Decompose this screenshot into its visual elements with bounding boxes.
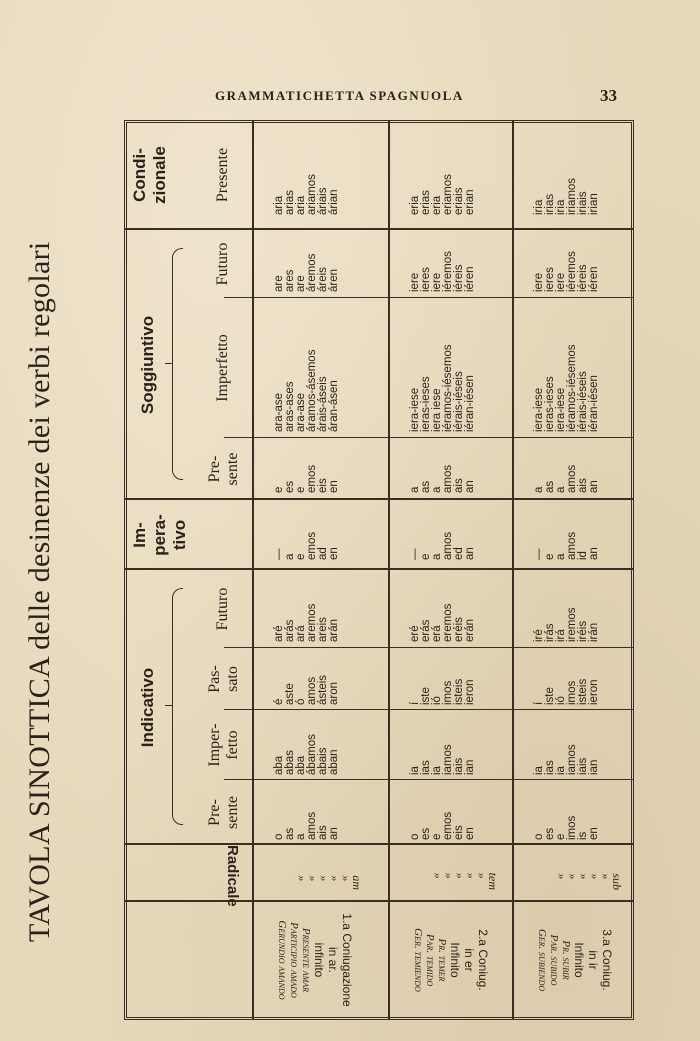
ending-value: eremos <box>442 603 454 642</box>
ending-value: ió <box>555 696 567 705</box>
radical-value: » <box>453 872 467 879</box>
conjugation-label-line: 3.a Coniug. <box>600 929 614 991</box>
ending-value: an <box>464 480 476 493</box>
ending-value: irias <box>544 193 556 215</box>
ending-value: erán <box>464 618 476 642</box>
ending-cell-sog-presente <box>274 465 340 493</box>
ending-value: aria <box>295 195 307 215</box>
ending-value: aban <box>328 749 340 775</box>
ending-value: ieras-ieses <box>544 376 556 432</box>
conjugation-label-line: Ger. temiendo <box>412 928 424 992</box>
ending-value: aré <box>273 625 285 642</box>
ending-value: eria <box>431 195 443 215</box>
radical-value: » <box>566 873 580 880</box>
subheader-ind-presente: Pre- sente <box>206 796 241 829</box>
ending-value: imos <box>566 680 578 705</box>
ending-value: a <box>431 486 443 493</box>
ending-value: arás <box>284 619 296 642</box>
ending-value: en <box>588 827 600 840</box>
ending-value: áran-ásen <box>328 380 340 432</box>
group-indicativo: Indicativo <box>138 667 157 748</box>
ending-cell-imperativo <box>534 532 600 560</box>
ending-cell-ind-passato <box>534 679 600 705</box>
ending-cell-con-presente <box>534 178 600 215</box>
radical-cell <box>432 873 498 890</box>
ending-value: en <box>328 480 340 493</box>
conjugation-label <box>536 910 614 1010</box>
ending-value: emos <box>442 811 454 840</box>
ending-value: e <box>544 553 556 560</box>
ending-value: are <box>273 275 285 292</box>
table-title: TAVOLA SINOTTICA delle desinenze dei verbi regolari <box>23 241 56 942</box>
subheader-sog-futuro: Futuro <box>214 242 231 286</box>
ending-value: ieron <box>464 679 476 705</box>
ending-value: — <box>273 548 285 560</box>
brace-soggiuntivo <box>172 248 183 480</box>
radical-value: » <box>555 873 569 880</box>
conjugation-label-line: 1.a Coniugazione in ar. <box>326 913 354 1007</box>
ending-value: en <box>464 827 476 840</box>
radical-value: » <box>339 875 353 882</box>
ending-cell-ind-futuro <box>274 604 340 642</box>
ending-value: ais <box>453 478 465 493</box>
ending-value: aras-ases <box>284 381 296 432</box>
ending-value: irá <box>555 629 567 642</box>
ending-value: eriais <box>453 187 465 215</box>
conjugation-label-line: Presente amar <box>300 927 312 993</box>
col-divider <box>124 843 634 845</box>
ending-value: ad <box>317 547 329 560</box>
ending-value: iais <box>577 757 589 775</box>
ending-value: an <box>588 547 600 560</box>
ending-value: eis <box>317 478 329 493</box>
conjugation-label-line: infinito <box>312 942 326 978</box>
ending-cell-ind-passato <box>410 679 476 705</box>
ending-value: iera-iese <box>409 387 421 432</box>
ending-value: e <box>295 486 307 493</box>
ending-value: erá <box>431 625 443 642</box>
subheader-sog-imperfetto: Imperfetto <box>214 334 231 402</box>
ending-value: ares <box>284 269 296 292</box>
ending-cell-sog-presente <box>410 465 476 493</box>
ending-cell-con-presente <box>274 174 340 215</box>
ending-value: iere <box>533 272 545 292</box>
ending-value: iéreis <box>453 264 465 292</box>
ending-value: iéreis <box>577 264 589 292</box>
radical-value: » <box>328 875 342 882</box>
ending-value: ábamos <box>306 734 318 775</box>
ending-value: amos <box>566 531 578 560</box>
ending-cell-sog-presente <box>534 465 600 493</box>
ending-value: irás <box>544 623 556 642</box>
subheader-ind-futuro: Futuro <box>214 587 231 631</box>
radical-cell <box>556 873 622 890</box>
ending-value: aria <box>273 195 285 215</box>
ending-value: aba <box>295 755 307 775</box>
ending-value: é <box>273 698 285 705</box>
conjugation-label-line: in ir <box>586 950 600 970</box>
conjugation-label-line: Pr. subir <box>560 940 572 980</box>
ending-value: aba <box>273 755 285 775</box>
ending-value: iéremos <box>442 251 454 292</box>
ending-value: eria <box>409 195 421 215</box>
ending-value: emos <box>306 464 318 493</box>
ending-value: isteis <box>453 678 465 705</box>
ending-value: iéran-iésen <box>464 375 476 432</box>
radical-value: am <box>350 875 364 890</box>
ending-cell-sog-imperfetto <box>274 350 340 432</box>
subheader-sog-presente: Pre- sente <box>206 452 241 486</box>
ending-value: ara-ase <box>273 393 285 432</box>
ending-value: aron <box>328 681 340 705</box>
ending-value: iérais-iéseis <box>577 371 589 432</box>
ending-value: ó <box>295 698 307 705</box>
ending-value: iréis <box>577 620 589 642</box>
ending-value: iria <box>533 199 545 215</box>
ending-value: ed <box>453 547 465 560</box>
ending-value: abas <box>284 750 296 775</box>
ending-value: e <box>431 833 443 840</box>
radical-value: » <box>464 872 478 879</box>
ending-value: amos <box>442 464 454 493</box>
ending-value: ian <box>464 759 476 775</box>
ending-value: iérais-iéseis <box>453 371 465 432</box>
ending-value: iere <box>555 272 567 292</box>
ending-value: amos <box>306 676 318 705</box>
conjugation-label-line: Infinito <box>448 942 462 978</box>
conjugation-label-line: Gerundio amando <box>276 920 288 1000</box>
ending-value: is <box>577 831 589 840</box>
ending-value: iéran-iésen <box>588 375 600 432</box>
ending-value: es <box>544 827 556 840</box>
col-divider <box>124 900 634 902</box>
col-divider <box>124 568 634 570</box>
radical-value: » <box>317 875 331 882</box>
subheader-ind-passato: Pas- sato <box>206 665 241 693</box>
ending-value: an <box>588 480 600 493</box>
radical-value: » <box>475 872 489 879</box>
ending-value: e <box>273 486 285 493</box>
ending-value: a <box>431 553 443 560</box>
ending-value: — <box>409 548 421 560</box>
ending-value: ais <box>577 478 589 493</box>
conjugation-label-line: Par. subido <box>548 934 560 986</box>
ending-value: id <box>577 551 589 560</box>
ending-cell-ind-futuro <box>410 604 476 642</box>
ending-value: ia <box>555 766 567 775</box>
conjugation-label <box>412 910 490 1010</box>
ending-value: o <box>273 833 285 840</box>
ending-value: iera-iese <box>533 387 545 432</box>
ending-value: abais <box>317 747 329 775</box>
ending-value: irán <box>588 622 600 642</box>
brace-indicativo <box>172 588 183 825</box>
conjugation-label-line: Pr. temer <box>436 938 448 982</box>
ending-value: es <box>284 480 296 493</box>
ending-value: ará <box>295 625 307 642</box>
ending-cell-imperativo <box>274 532 340 560</box>
page-number: 33 <box>600 86 617 105</box>
ending-value: iste <box>544 687 556 705</box>
ending-value: iere <box>409 272 421 292</box>
ending-value: are <box>295 275 307 292</box>
ending-value: ais <box>317 825 329 840</box>
ending-value: iéren <box>588 266 600 292</box>
group-imperativo: Im- pera- tivo <box>130 514 189 556</box>
col-divider <box>224 779 634 780</box>
ending-value: ia <box>533 766 545 775</box>
ending-value: áriais <box>317 187 329 215</box>
radical-value: » <box>431 872 445 879</box>
ending-value: ariamos <box>306 174 318 215</box>
ending-value: áremos <box>306 253 318 292</box>
ending-value: í <box>533 701 545 705</box>
ending-value: árais-áseis <box>317 376 329 432</box>
ending-cell-ind-futuro <box>534 607 600 642</box>
ending-value: amos <box>442 531 454 560</box>
ending-cell-ind-imperfetto <box>274 734 340 775</box>
ending-value: eis <box>453 825 465 840</box>
ending-value: iré <box>533 629 545 642</box>
ending-cell-sog-futuro <box>534 251 600 292</box>
ending-value: ara-ase <box>295 393 307 432</box>
ending-value: iria <box>555 199 567 215</box>
ending-value: a <box>533 486 545 493</box>
ending-cell-imperativo <box>410 532 476 560</box>
ending-value: amos <box>566 464 578 493</box>
ending-value: ian <box>588 759 600 775</box>
subheader-con-presente: Presente <box>214 147 231 203</box>
radical-value: » <box>295 875 309 882</box>
ending-value: as <box>544 480 556 493</box>
ending-value: í <box>409 701 421 705</box>
radical-value: » <box>306 875 320 882</box>
radical-value: » <box>442 872 456 879</box>
ending-value: ias <box>420 760 432 775</box>
group-soggiuntivo: Soggiuntivo <box>138 315 157 415</box>
col-divider <box>224 647 634 648</box>
ending-value: árian <box>328 189 340 215</box>
ending-value: áreis <box>317 267 329 292</box>
ending-value: imos <box>442 680 454 705</box>
conjugation-label-line: Ger. subiendo <box>536 928 548 992</box>
ending-cell-ind-presente <box>274 812 340 840</box>
ending-value: ieron <box>588 679 600 705</box>
subheader-radicale: Radicale <box>224 845 241 907</box>
ending-value: o <box>409 833 421 840</box>
ending-value: eriamos <box>442 174 454 215</box>
ending-value: as <box>284 827 296 840</box>
ending-cell-sog-futuro <box>410 251 476 292</box>
ending-value: iais <box>453 757 465 775</box>
ending-value: o <box>533 833 545 840</box>
ending-value: — <box>533 548 545 560</box>
conjugation-label <box>276 910 354 1010</box>
ending-value: areis <box>317 617 329 642</box>
ending-value: iéramos-iésemos <box>442 344 454 432</box>
ending-value: aremos <box>306 603 318 642</box>
ending-value: iéremos <box>566 251 578 292</box>
radical-cell <box>296 875 362 890</box>
ending-value: iere <box>431 272 443 292</box>
ending-value: e <box>420 553 432 560</box>
col-divider <box>124 498 634 500</box>
ending-value: an <box>328 827 340 840</box>
ending-value: ió <box>431 696 443 705</box>
ending-value: a <box>295 833 307 840</box>
ending-value: arán <box>328 618 340 642</box>
ending-value: irian <box>588 193 600 215</box>
conjugation-label-line: in er <box>462 948 476 972</box>
ending-value: a <box>284 553 296 560</box>
radical-value: » <box>577 873 591 880</box>
radical-value: » <box>588 873 602 880</box>
ending-value: iéramos-iésemos <box>566 344 578 432</box>
ending-value: iriamos <box>566 177 578 215</box>
ending-value: eréis <box>453 617 465 642</box>
ending-value: erian <box>464 189 476 215</box>
ending-value: isteis <box>577 678 589 705</box>
conjugation-label-line: Infinito <box>572 942 586 978</box>
ending-value: iamos <box>442 744 454 775</box>
ending-value: emos <box>306 531 318 560</box>
ending-value: iera iese <box>431 388 443 432</box>
running-title: GRAMMATICHETTA SPAGNUOLA <box>215 88 464 103</box>
ending-cell-ind-presente <box>410 812 476 840</box>
ending-value: ieres <box>420 267 432 292</box>
radical-value: tem <box>486 872 500 890</box>
group-condizionale: Condi- zionale <box>130 146 169 204</box>
ending-value: iéren <box>464 266 476 292</box>
conjugation-label-line: Par. temido <box>424 933 436 987</box>
radical-value: » <box>599 873 613 880</box>
ending-cell-ind-passato <box>274 675 340 705</box>
ending-value: erias <box>420 190 432 215</box>
ending-cell-sog-imperfetto <box>534 344 600 432</box>
synoptic-table <box>124 120 634 1020</box>
col-divider <box>224 297 634 298</box>
ending-cell-sog-imperfetto <box>410 344 476 432</box>
ending-value: ieres <box>544 267 556 292</box>
ending-value: iriais <box>577 191 589 215</box>
ending-cell-sog-futuro <box>274 254 340 292</box>
col-divider <box>124 228 634 230</box>
ending-value: áren <box>328 268 340 292</box>
ending-value: erás <box>420 619 432 642</box>
ending-cell-ind-imperfetto <box>534 744 600 775</box>
ending-value: eré <box>409 625 421 642</box>
ending-cell-ind-presente <box>534 816 600 840</box>
ending-value: ias <box>544 760 556 775</box>
ending-value: arias <box>284 190 296 215</box>
ending-value: iamos <box>566 744 578 775</box>
ending-value: e <box>295 553 307 560</box>
row-rule <box>388 120 390 1020</box>
ending-value: ia <box>409 766 421 775</box>
ending-value: iera-iese <box>555 387 567 432</box>
ending-value: ásteis <box>317 674 329 705</box>
ending-value: an <box>464 547 476 560</box>
ending-cell-ind-imperfetto <box>410 744 476 775</box>
ending-value: ia <box>431 766 443 775</box>
ending-value: as <box>420 480 432 493</box>
ending-value: iste <box>420 687 432 705</box>
conjugation-label-line: 2.a Coniug. <box>476 929 490 991</box>
ending-value: a <box>555 553 567 560</box>
radical-value: sub <box>610 873 624 890</box>
col-divider <box>224 709 634 710</box>
ending-value: a <box>409 486 421 493</box>
ending-cell-con-presente <box>410 174 476 215</box>
conjugation-label-line: Participio amado <box>288 922 300 998</box>
ending-value: a <box>555 486 567 493</box>
ending-value: aste <box>284 683 296 705</box>
ending-value: e <box>555 833 567 840</box>
ending-value: imos <box>566 815 578 840</box>
ending-value: es <box>420 827 432 840</box>
subheader-ind-imperfetto: Imper- fetto <box>206 723 241 767</box>
ending-value: ieras-ieses <box>420 376 432 432</box>
row-rule <box>512 120 514 1020</box>
header-rule <box>252 120 254 1020</box>
ending-value: en <box>328 547 340 560</box>
ending-value: áramos-ásemos <box>306 349 318 432</box>
col-divider <box>224 437 634 438</box>
ending-value: amos <box>306 811 318 840</box>
ending-value: iremos <box>566 607 578 642</box>
